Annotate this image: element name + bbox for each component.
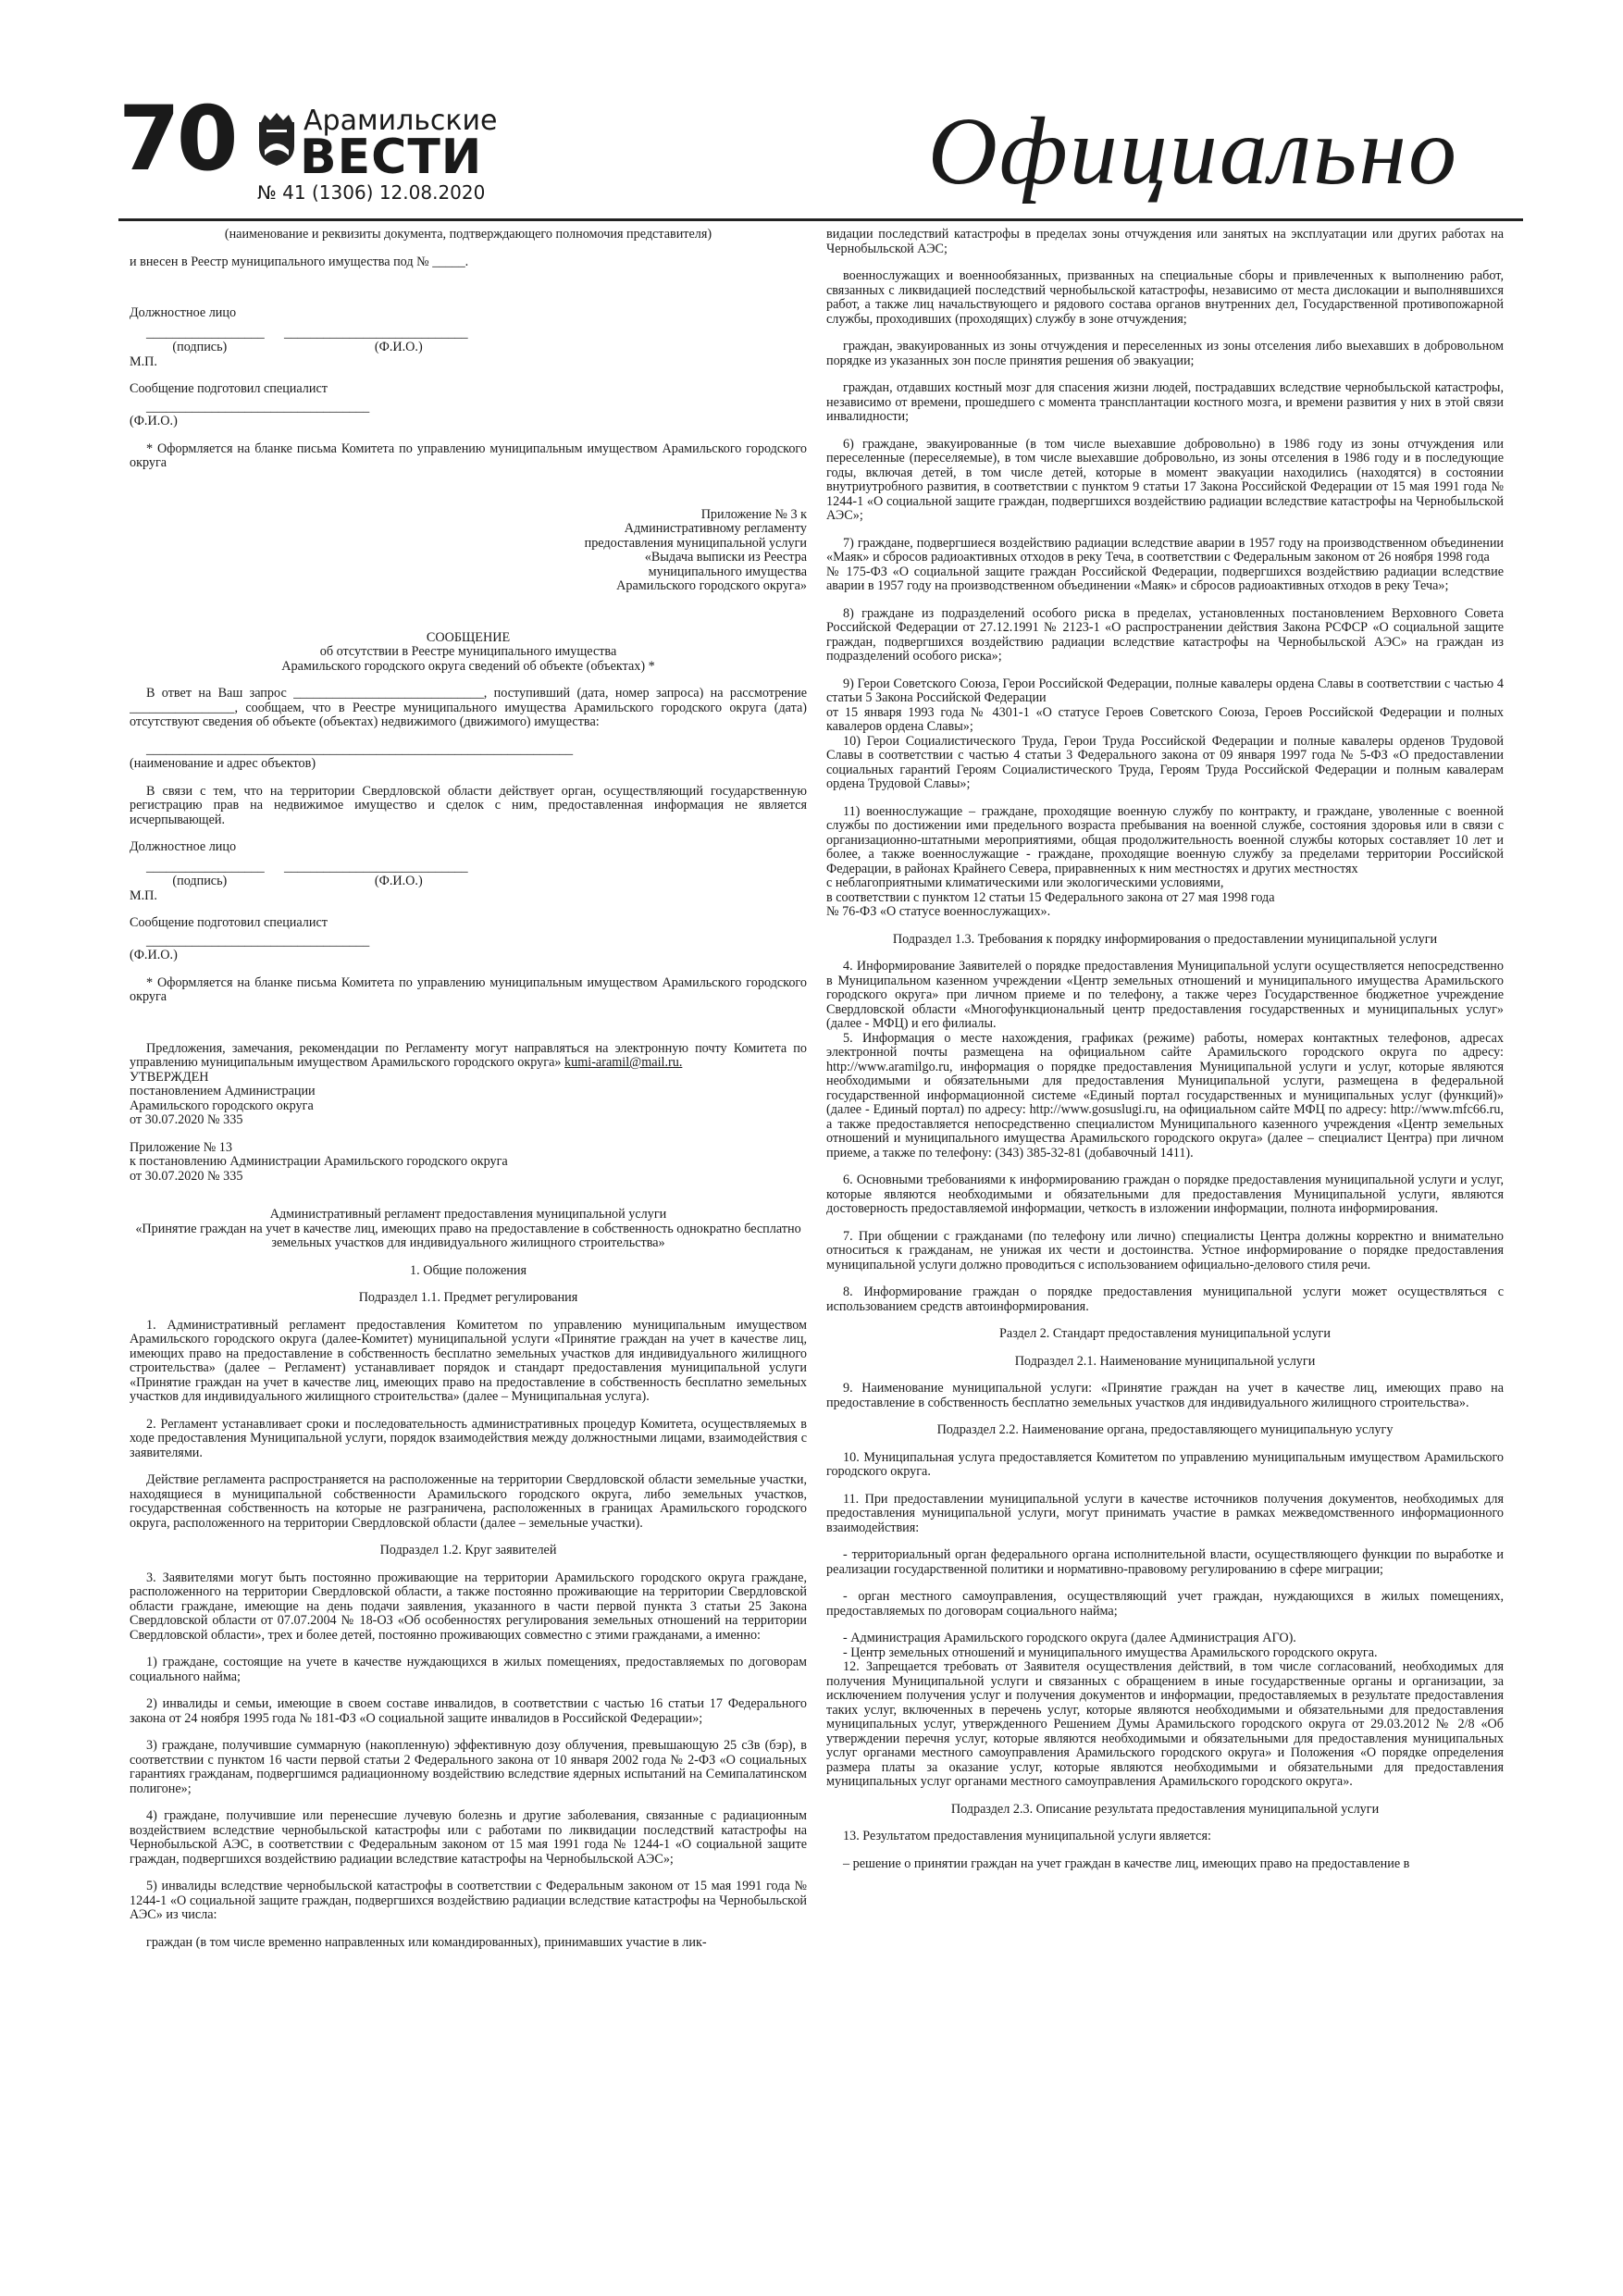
paragraph: 7. При общении с гражданами (по телефону или лично) специалисты Центра должны корректно и внимательно относиться к гражданам, не унижая их чести и достоинства. Устное информирование о порядке предоставления муниципальной услуги должно проводиться с использованием официально-делового стиля речи. xyxy=(826,1228,1504,1272)
paragraph: 13. Результатом предоставления муниципальной услуги является: xyxy=(843,1829,1211,1843)
document-title: СООБЩЕНИЕ xyxy=(426,629,511,645)
document-subtitle: Арамильского городского округа сведений об объекте (объектах) * xyxy=(281,658,655,674)
paragraph: 2) инвалиды и семьи, имеющие в своем составе инвалидов, в соответствии с частью 16 статьи 17 Федерального закона от 24 ноября 1995 года № 181-ФЗ «О социальной защите инвалидов в Российской Федерации»; xyxy=(130,1696,807,1726)
approval-note: Приложение № 13 xyxy=(130,1139,232,1155)
logo-top-text: Арамильские xyxy=(304,105,498,137)
signature-line: __________________ ____________________________ xyxy=(146,325,468,341)
header-rule xyxy=(118,218,1523,221)
paragraph: Должностное лицо xyxy=(130,305,237,320)
paragraph: - Центр земельных отношений и муниципального имущества Арамильского городского округа. xyxy=(843,1644,1378,1660)
paragraph: граждан, эвакуированных из зоны отчуждения и переселенных из зоны отселения либо выехавших в добровольном порядке из указанных зон после принятия решения об эвакуации; xyxy=(826,339,1504,368)
paragraph: № 175-ФЗ «О социальной защите граждан Российской Федерации, подвергшихся воздействию радиации вследствие аварии в 1957 году на производственном объединении «Маяк» и сбросов радиоактивных отходов в реку Теча»; xyxy=(826,564,1504,593)
paragraph: 9. Наименование муниципальной услуги: «Принятие граждан на учет в качестве лиц, имеющих право на предоставление в собственность бесплатно земельных участков для индивидуального жилищного строительства». xyxy=(826,1381,1504,1410)
issue-number: № 41 (1306) 12.08.2020 xyxy=(257,181,486,204)
page-number: 70 xyxy=(118,87,235,191)
paragraph: 6) граждане, эвакуированные (в том числе выехавшие добровольно) в 1986 году из зоны отчуждения или переселенные (переселяемые), в том числе выехавшие добровольно, из зоны отселения в 1986 году и в последующие годы, включая детей, в том числе детей, которые в момент эвакуации находились (находятся) в состоянии внутриутробного развития, в соответствии с пунктом 9 статьи 17 Закона Российской Федерации от 15 мая 1991 года № 1244-1 «О социальной защите граждан, подвергшихся воздействию радиации вследствие катастрофы на Чернобыльской АЭС»; xyxy=(826,436,1504,523)
approval-note: от 30.07.2020 № 335 xyxy=(130,1168,243,1184)
paragraph: 2. Регламент устанавливает сроки и последовательность административных процедур Комитета, осуществляемых в ходе предоставления Муниципальной услуги, порядок взаимодействия между должностными лицами, взаимодействия с заявителями. xyxy=(130,1416,807,1460)
paragraph: и внесен в Реестр муниципального имущества под № _____. xyxy=(130,254,469,269)
paragraph: граждан, отдавших костный мозг для спасения жизни людей, пострадавших вследствие чернобыльской катастрофы, независимо от времени, прошедшего с момента трансплантации костного мозга, и времени развития у них в этой связи инвалидности; xyxy=(826,380,1504,424)
paragraph xyxy=(130,1042,807,1071)
paragraph: М.П. xyxy=(130,887,157,903)
footnote: * Оформляется на бланке письма Комитета по управлению муниципальным имуществом Арамильского городского округа xyxy=(130,441,807,470)
paragraph: 4. Информирование Заявителей о порядке предоставления Муниципальной услуги осуществляется непосредственно в Муниципальном казенном учреждении «Центр земельных отношений и муниципального имущества Арамильского городского округа» при личном приеме и по телефону, а также через Государственное бюджетное учреждение Свердловской области «Многофункциональный центр предоставления государственных и муниципальных услуг» (далее - МФЦ) и его филиалы. xyxy=(826,959,1504,1031)
paragraph: 11. При предоставлении муниципальной услуги в качестве источников получения документов, необходимых для предоставления муниципальной услуги, могут принимать участие в рамках межведомственного информационного взаимодействия: xyxy=(826,1491,1504,1535)
section-heading: Подраздел 1.3. Требования к порядку информирования о предоставлении муниципальной услуги xyxy=(892,931,1438,947)
paragraph: военнослужащих и военнообязанных, призванных на специальные сборы и привлеченных к выполнению работ, связанных с ликвидацией последствий чернобыльской катастрофы, независимо от места дислокации и выполнявшихся работ, а также лиц начальствующего и рядового состава органов внутренних дел, Государственной противопожарной службы, проходивших (проходящих) службу в зоне отчуждения; xyxy=(826,268,1504,327)
document-subtitle: об отсутствии в Реестре муниципального имущества xyxy=(319,644,617,659)
paragraph: - Администрация Арамильского городского округа (далее Администрация АГО). xyxy=(843,1631,1296,1645)
paragraph: Должностное лицо xyxy=(130,839,237,854)
approval-note: УТВЕРЖДЕН xyxy=(130,1069,209,1085)
paragraph: 8. Информирование граждан о порядке предоставления муниципальной услуги может осуществляться с использованием средств автоинформирования. xyxy=(826,1285,1504,1314)
signature-caption: (подпись) (Ф.И.О.) xyxy=(146,340,423,354)
paragraph: Сообщение подготовил специалист xyxy=(130,381,328,396)
paragraph: (наименование и адрес объектов) xyxy=(130,756,316,771)
regulation-subtitle: «Принятие граждан на учет в качестве лиц, имеющих право на предоставление в собственность однократно бесплатно земельных участков для индивидуального жилищного строительства» xyxy=(135,1221,801,1250)
paragraph: граждан (в том числе временно направленных или командированных), принимавших участие в лик- xyxy=(146,1934,707,1950)
signature-caption: (подпись) (Ф.И.О.) xyxy=(146,874,423,888)
paragraph: с неблагоприятными климатическими или экологическими условиями, xyxy=(826,875,1224,890)
appendix-note: «Выдача выписки из Реестра xyxy=(644,550,807,565)
regulation-title: Административный регламент предоставления муниципальной услуги xyxy=(269,1207,667,1222)
paragraph: М.П. xyxy=(130,354,157,369)
signature-line: __________________________________ xyxy=(146,399,370,415)
paragraph: 5. Информация о месте нахождения, графиках (режиме) работы, номерах контактных телефонов, адресах электронной почты размещена на официальном сайте Арамильского городского округа по адресу: http://www.aramilgo.ru, информация о порядке предоставления Муниципальной услуги и услуг, которые являются необходимыми и обязательными для предоставления Муниципальной услуги, размещена в федеральной государственной информационной системе «Единый портал государственных и муниципальных услуг (функций)» (далее - Единый портал) по адресу: http://www.gosuslugi.ru, на официальном сайте МФЦ по адресу: http://www.mfc66.ru, а также предоставляется непосредственно специалистом Муниципального казенного учреждения «Центр земельных отношений и муниципального имущества Арамильского городского округа» (далее – специалист Центра) при личном приеме, а также по телефону: (343) 385-32-81 (добавочный 1411). xyxy=(826,1030,1504,1160)
right-column xyxy=(826,228,1504,2273)
paragraph: 1) граждане, состоящие на учете в качестве нуждающихся в жилых помещениях, предоставляемых по договорам социального найма; xyxy=(130,1655,807,1684)
paragraph: - территориальный орган федерального органа исполнительной власти, осуществляющего функции по выработке и реализации государственной политики и нормативно-правовому регулированию в сфере миграции; xyxy=(826,1547,1504,1577)
logo-main-text: ВЕСТИ xyxy=(300,130,483,185)
paragraph: 8) граждане из подразделений особого риска в пределах, установленных постановлением Верховного Совета Российской Федерации от 27.12.1991 № 2123-1 «О распространении действия Закона РСФСР «О социальной защите граждан, подвергшихся воздействию радиации вследствие катастрофы на Чернобыльской АЭС» на граждан из подразделений особого риска»; xyxy=(826,605,1504,664)
paragraph: В связи с тем, что на территории Свердловской области действует орган, осуществляющий государственную регистрацию прав на недвижимое имущество и сделок с ним, предоставленная информация не является исчерпывающей. xyxy=(130,783,807,827)
paragraph: 5) инвалиды вследствие чернобыльской катастрофы в соответствии с Федеральным законом от 15 мая 1991 года № 1244-1 «О социальной защите граждан, подвергшихся воздействию радиации вследствие катастрофы на Чернобыльской АЭС» из числа: xyxy=(130,1879,807,1922)
section-heading: Раздел 2. Стандарт предоставления муниципальной услуги xyxy=(999,1326,1331,1341)
section-heading: Подраздел 2.1. Наименование муниципальной услуги xyxy=(1014,1353,1316,1369)
appendix-note: Административному регламенту xyxy=(624,521,807,536)
town-crest-icon xyxy=(255,113,298,167)
approval-note: постановлением Администрации xyxy=(130,1084,316,1098)
appendix-note: муниципального имущества xyxy=(648,564,807,579)
paragraph: 3. Заявителями могут быть постоянно проживающие на территории Арамильского городского округа граждане, расположенного на территории Свердловской области, а также постоянно проживающие на территории Свердловской области граждане, имеющие на день подачи заявления, указанного в части первой пункта 3 статьи 25 Закона Свердловской области от 07.07.2004 № 18-ОЗ «Об особенностях регулирования земельных отношений на территории Свердловской области», трех и более детей, постоянно проживающих совместно с этими гражданами, а именно: xyxy=(130,1570,807,1643)
email-link[interactable]: kumi-aramil@mail.ru. xyxy=(564,1055,683,1070)
paragraph: видации последствий катастрофы в пределах зоны отчуждения или занятых на эксплуатации или других работах на Чернобыльской АЭС; xyxy=(826,228,1504,256)
paragraph: Действие регламента распространяется на расположенные на территории Свердловской области земельные участки, находящиеся в муниципальной собственности Арамильского городского округа, либо земельных участков, государственная собственность на которые не разграничена, расположенных в границах Арамильского городского округа, расположенного на территории Свердловской области (далее – земельные участки). xyxy=(130,1472,807,1531)
paragraph: В ответ на Ваш запрос _____________________________, поступивший (дата, номер запроса) на рассмотрение ________________, сообщаем, что в Реестре муниципального имущества Арамильского городского округа (дата) отсутствуют сведения об объекте (объектах) недвижимого (движимого) имущества: xyxy=(130,686,807,729)
signature-line: __________________ ____________________________ xyxy=(146,859,468,875)
approval-note: к постановлению Администрации Арамильского городского округа xyxy=(130,1154,508,1169)
paragraph: № 76-ФЗ «О статусе военнослужащих». xyxy=(826,904,1051,919)
paragraph: 1. Административный регламент предоставления Комитетом по управлению муниципальным имуществом Арамильского городского округа (далее-Комитет) муниципальной услуги «Принятие граждан на учет в качестве лиц, имеющих право на предоставление в собственность бесплатно земельных участков для индивидуального жилищного строительства» (далее – Регламент) устанавливает порядок и стандарт предоставления муниципальной услуги «Принятие граждан на учет в качестве лиц, имеющих право на предоставление в собственность бесплатно земельных участков для индивидуального жилищного строительства» (далее – Муниципальная услуга). xyxy=(130,1317,807,1404)
paragraph: (Ф.И.О.) xyxy=(130,414,178,428)
paragraph: – решение о принятии граждан на учет граждан в качестве лиц, имеющих право на предоставление в xyxy=(843,1855,1410,1871)
appendix-note: Арамильского городского округа» xyxy=(616,578,807,593)
approval-note: Арамильского городского округа xyxy=(130,1098,314,1113)
signature-line: __________________________________ xyxy=(146,933,370,949)
masthead xyxy=(118,87,1523,217)
section-heading: Подраздел 1.1. Предмет регулирования xyxy=(358,1290,578,1305)
blank-line: _________________________________________________________________ xyxy=(146,741,574,757)
paragraph: Сообщение подготовил специалист xyxy=(130,915,328,930)
paragraph: 3) граждане, получившие суммарную (накопленную) эффективную дозу облучения, превышающую 25 сЗв (бэр), в соответствии с пунктом 16 части первой статьи 2 Федерального закона от 10 января 2002 года № 2-ФЗ «О социальных гарантиях гражданам, подвергшимся радиационному воздействию вследствие ядерных испытаний на Семипалатинском полигоне»; xyxy=(130,1738,807,1796)
paragraph: 10) Герои Социалистического Труда, Герои Труда Российской Федерации и полные кавалеры орденов Трудовой Славы в соответствии с частью 4 статьи 3 Федерального закона от 09 января 1997 года № 5-ФЗ «О предоставлении социальных гарантий Героям Социалистического Труда, Героям Труда Российской Федерации и полным кавалерам ордена Трудовой Славы»; xyxy=(826,733,1504,791)
paragraph-text: Предложения, замечания, рекомендации по Регламенту могут направляться на электронную почту Комитета по управлению муниципальным имуществом Арамильского городского округа» xyxy=(130,1040,807,1070)
paragraph: от 15 января 1993 года № 4301-1 «О статусе Героев Советского Союза, Героев Российской Федерации и полных кавалеров ордена Славы»; xyxy=(826,704,1504,734)
paragraph: в соответствии с пунктом 12 статьи 15 Федерального закона от 27 мая 1998 года xyxy=(826,889,1275,905)
section-heading: 1. Общие положения xyxy=(410,1262,527,1278)
appendix-note: предоставления муниципальной услуги xyxy=(584,535,807,551)
paragraph: 9) Герои Советского Союза, Герои Российской Федерации, полные кавалеры ордена Славы в соответствии с частью 4 статьи 5 Закона Российской Федерации xyxy=(826,676,1504,705)
approval-note: от 30.07.2020 № 335 xyxy=(130,1112,243,1127)
paragraph: (наименование и реквизиты документа, подтверждающего полномочия представителя) xyxy=(224,228,712,242)
section-heading: Подраздел 2.2. Наименование органа, предоставляющего муниципальную услугу xyxy=(936,1422,1394,1437)
rubric-title: Официально xyxy=(927,98,1458,205)
paragraph: - орган местного самоуправления, осуществляющий учет граждан, нуждающихся в жилых помещениях, предоставляемых по договорам социального найма; xyxy=(826,1589,1504,1619)
paragraph: 12. Запрещается требовать от Заявителя осуществления действий, в том числе согласований, необходимых для получения Муниципальной услуги и связанных с обращением в иные государственные органы и организации, за исключением получения услуг и получения документов и информации, предоставляемых в результате предоставления таких услуг, включенных в перечень услуг, которые являются необходимыми и обязательными для предоставления муниципальных услуг, утвержденного Решением Думы Арамильского городского округа от 29.03.2012 № 2/8 «Об утверждении перечня услуг, которые являются необходимыми и обязательными для предоставления муниципальных услуг органами местного самоуправления Арамильского городского округа» и Положения «О порядке определения размера платы за оказание услуг, которые являются необходимыми и обязательными для предоставления муниципальных услуг органами местного самоуправления Арамильского городского округа». xyxy=(826,1659,1504,1789)
paragraph: 6. Основными требованиями к информированию граждан о порядке предоставления муниципальной услуги и услуг, которые являются необходимыми и обязательными для предоставления Муниципальной услуги, являются достоверность предоставляемой информации, четкость в изложении информации, полнота информирования. xyxy=(826,1173,1504,1216)
paragraph: 10. Муниципальная услуга предоставляется Комитетом по управлению муниципальным имуществом Арамильского городского округа. xyxy=(826,1449,1504,1479)
paragraph: 7) граждане, подвергшиеся воздействию радиации вследствие аварии в 1957 году на производственном объединении «Маяк» и сбросов радиоактивных отходов в реку Теча, в соответствии с Федеральным законом от 26 ноября 1998 года xyxy=(826,535,1504,565)
section-heading: Подраздел 2.3. Описание результата предоставления муниципальной услуги xyxy=(950,1801,1380,1817)
footnote: * Оформляется на бланке письма Комитета по управлению муниципальным имуществом Арамильского городского округа xyxy=(130,974,807,1004)
section-heading: Подраздел 1.2. Круг заявителей xyxy=(379,1543,557,1558)
left-column xyxy=(130,228,807,2273)
paragraph: (Ф.И.О.) xyxy=(130,948,178,962)
appendix-note: Приложение № 3 к xyxy=(700,506,807,522)
paragraph: 4) граждане, получившие или перенесшие лучевую болезнь и другие заболевания, связанные с радиационным воздействием вследствие чернобыльской катастрофы или с работами по ликвидации последствий катастрофы на Чернобыльской АЭС, в соответствии с Федеральным законом от 15 мая 1991 года № 1244-1 «О социальной защите граждан, подвергшихся воздействию радиации вследствие катастрофы на Чернобыльской АЭС»; xyxy=(130,1808,807,1867)
paragraph: 11) военнослужащие – граждане, проходящие военную службу по контракту, и граждане, уволенные с военной службы по достижении ими предельного возраста пребывания на военной службе, состояния здоровья или в связи с организационно-штатными мероприятиями, общая продолжительность военной службы которых составляет 10 лет и более, а также военнослужащие - граждане, проходящие военную службу за пределами территории Российской Федерации, в районах Крайнего Севера, приравненных к ним местностях и других местностях xyxy=(826,803,1504,876)
